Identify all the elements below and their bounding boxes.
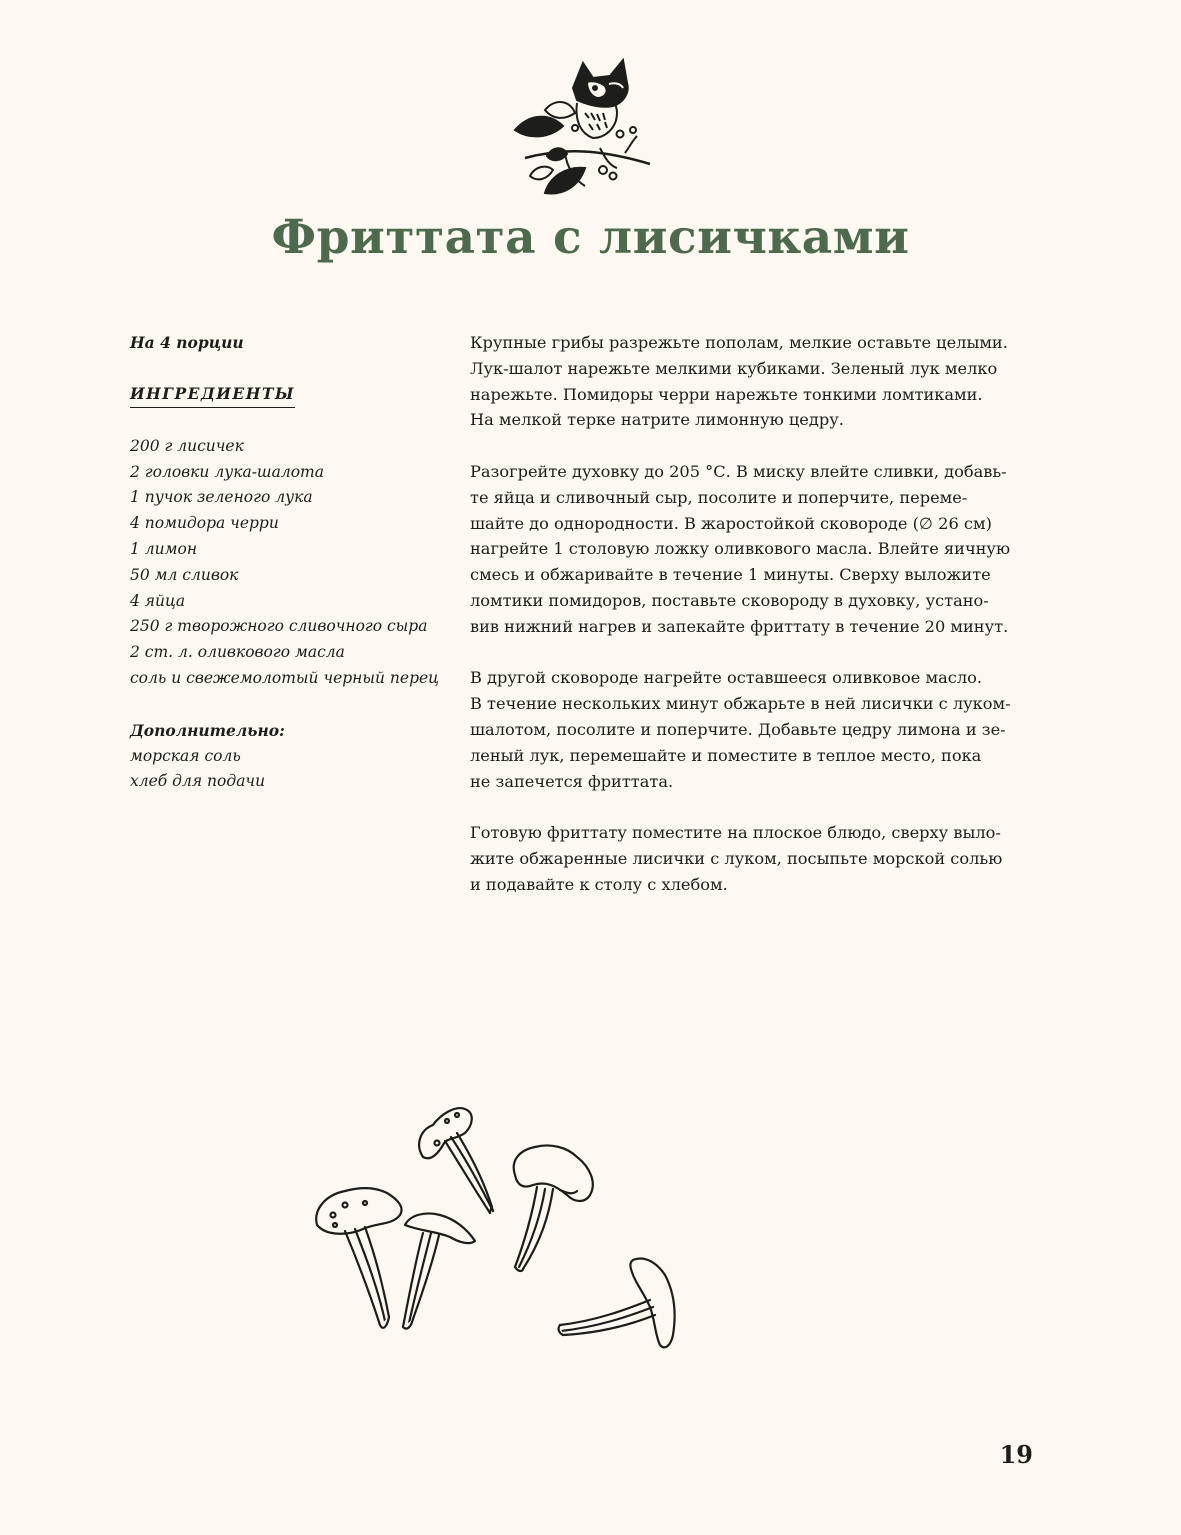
ingredient-item: 200 г лисичек xyxy=(130,436,244,455)
ingredient-item: 1 пучок зеленого лука xyxy=(130,488,313,507)
text-line: жите обжаренные лисички с луком, посыпьте морской солью xyxy=(470,848,1003,868)
ingredient-item: соль и свежемолотый черный перец xyxy=(130,668,439,687)
mushroom-icon xyxy=(419,1108,493,1213)
text-line: вив нижний нагрев и запекайте фриттату в течение 20 минут. xyxy=(470,616,1009,636)
text-line: шайте до однородности. В жаростойкой сковороде (∅ 26 см) xyxy=(470,513,992,533)
text-line: шалотом, посолите и поперчите. Добавьте цедру лимона и зе- xyxy=(470,719,1006,739)
ingredient-item: 4 яйца xyxy=(130,591,186,610)
text-line: те яйца и сливочный сыр, посолите и поперчите, переме- xyxy=(470,487,968,507)
text-line: Разогрейте духовку до 205 °С. В миску влейте сливки, добавь- xyxy=(470,461,1007,481)
ingredient-item: 4 помидора черри xyxy=(130,514,279,533)
ingredients-heading: ИНГРЕДИЕНТЫ xyxy=(130,382,295,408)
mushroom-icon xyxy=(559,1258,675,1347)
fox-branch-illustration xyxy=(505,58,665,200)
ingredient-item: 250 г творожного сливочного сыра xyxy=(130,617,428,636)
servings-label: На 4 порции xyxy=(130,333,244,352)
instruction-step xyxy=(470,330,1045,433)
text-line: В другой сковороде нагрейте оставшееся оливковое масло. xyxy=(470,668,983,688)
instruction-step xyxy=(470,820,1045,897)
text-line: ломтики помидоров, поставьте сковороду в духовку, устано- xyxy=(470,590,989,610)
mushroom-icon xyxy=(316,1188,401,1328)
extra-item: морская соль xyxy=(130,746,241,765)
text-line: На мелкой терке натрите лимонную цедру. xyxy=(470,410,844,430)
ingredients-list xyxy=(130,434,450,692)
chanterelle-illustration xyxy=(305,1095,690,1360)
ingredients-column xyxy=(130,330,450,795)
text-line: не запечется фриттата. xyxy=(470,771,674,791)
extra-heading: Дополнительно: xyxy=(130,720,285,740)
text-line: Лук-шалот нарежьте мелкими кубиками. Зеленый лук мелко xyxy=(470,358,998,378)
text-line: нарежьте. Помидоры черри нарежьте тонкими ломтиками. xyxy=(470,384,983,404)
instruction-step xyxy=(470,459,1045,640)
text-line: Готовую фриттату поместите на плоское блюдо, сверху выло- xyxy=(470,823,1001,843)
text-line: В течение нескольких минут обжарьте в ней лисички с луком- xyxy=(470,694,1011,714)
page-number: 19 xyxy=(999,1440,1033,1469)
text-line: нагрейте 1 столовую ложку оливкового масла. Влейте яичную xyxy=(470,539,1011,559)
ingredient-item: 2 ст. л. оливкового масла xyxy=(130,643,345,662)
ingredient-item: 1 лимон xyxy=(130,539,198,558)
text-line: Крупные грибы разрежьте пополам, мелкие оставьте целыми. xyxy=(470,333,1008,352)
instruction-step xyxy=(470,665,1045,794)
mushroom-icon xyxy=(514,1145,593,1271)
instructions-column xyxy=(470,330,1045,923)
extra-item: хлеб для подачи xyxy=(130,772,266,791)
ingredient-item: 2 головки лука-шалота xyxy=(130,462,324,481)
extra-list xyxy=(130,744,450,796)
text-line: и подавайте к столу с хлебом. xyxy=(470,874,728,894)
text-line: леный лук, перемешайте и поместите в теплое место, пока xyxy=(470,745,982,765)
mushroom-icon xyxy=(403,1213,475,1328)
text-line: смесь и обжаривайте в течение 1 минуты. Сверху выложите xyxy=(470,565,991,585)
recipe-title: Фриттата с лисичками xyxy=(271,210,910,265)
ingredient-item: 50 мл сливок xyxy=(130,565,239,584)
